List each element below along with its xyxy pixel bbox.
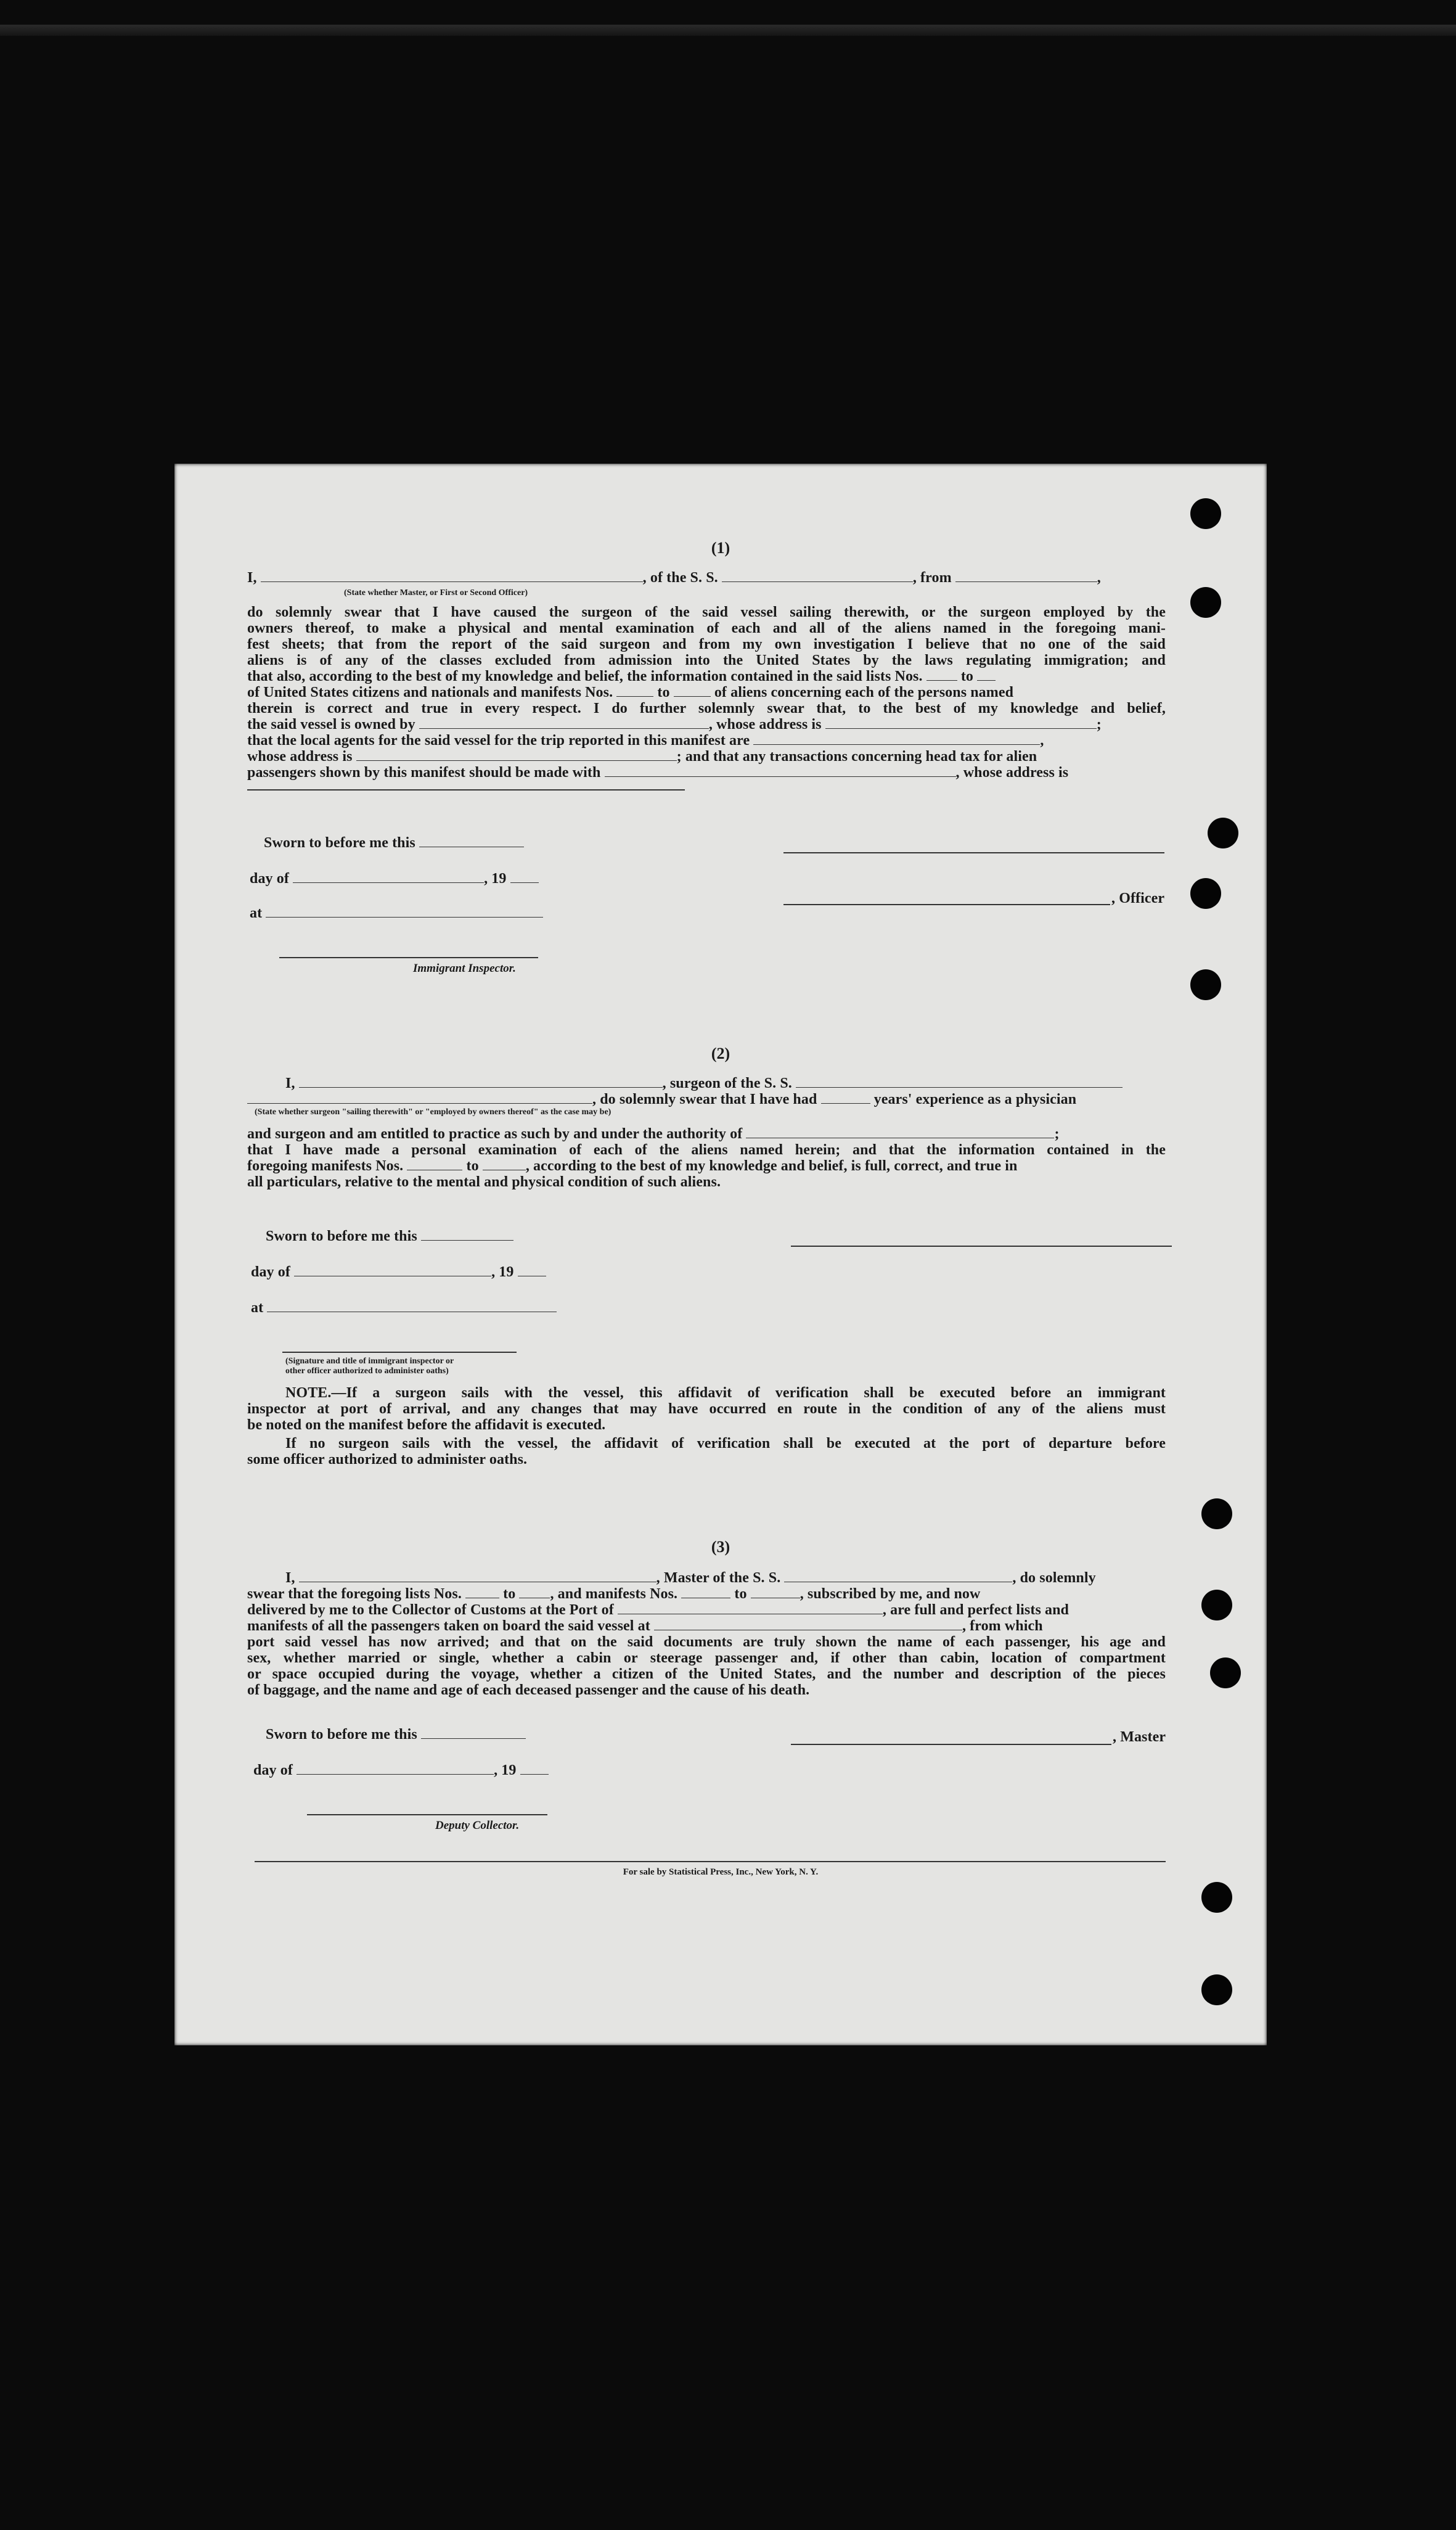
section3-line4: manifests of all the passengers taken on board the said vessel at , from which [247,1618,1043,1634]
body-line: do solemnly swear that I have caused the surgeon of the said vessel sailing therewith, or the surgeon employed by the [247,604,1166,620]
body-line: therein is correct and true in every respect. I do further solemnly swear that, to the best of my knowledge and belief, [247,700,1166,717]
punch-hole [1210,1657,1241,1688]
manifest-verification-page [174,464,1267,2045]
officer-signature-line-1 [783,852,1164,853]
day-line: day of , 19 [251,1264,621,1281]
section-number: (1) [711,539,730,557]
punch-hole [1190,498,1221,529]
at-line: at [250,905,620,922]
officer-label: , Officer [1111,890,1165,906]
section2-line1: I, , surgeon of the S. S. [285,1075,1167,1092]
collector-signature-line [307,1814,547,1815]
section3-line1: I, , Master of the S. S. , do solemnly [285,1570,1096,1586]
body-line: passengers shown by this manifest should be made with , whose address is [247,765,1069,781]
officer-signature-line-2 [783,904,1110,905]
body-line: the said vessel is owned by , whose address is ; [247,717,1102,733]
body-line: that the local agents for the said vessel for the trip reported in this manifest are , [247,733,1044,749]
body-line: whose address is ; and that any transactions concerning head tax for alien [247,749,1037,765]
master-signature-line [791,1744,1111,1745]
section1-caption: (State whether Master, or First or Second Officer) [344,588,528,598]
section3-line3: delivered by me to the Collector of Customs at the Port of , are full and perfect lists and [247,1602,1069,1618]
inspector-signature-line [279,957,538,958]
scanner-edge [0,25,1456,36]
section1-line1: I, , of the S. S. , from , [247,570,1101,586]
sworn-line: Sworn to before me this [266,1228,636,1245]
body-line: aliens is of any of the classes excluded from admission into the United States by the laws regulating immigration; and [247,652,1166,668]
body-line: of baggage, and the name and age of each deceased passenger and the cause of his death. [247,1682,810,1698]
punch-hole [1190,587,1221,618]
punch-hole [1201,1882,1232,1913]
body-line: and surgeon and am entitled to practice as such by and under the authority of ; [247,1126,1060,1142]
inspector-title: Immigrant Inspector. [413,962,516,975]
body-line: of United States citizens and nationals and manifests Nos. to of aliens concerning each of the persons named [247,684,1014,700]
punch-hole [1201,1590,1232,1620]
note-line: If no surgeon sails with the vessel, the affidavit of verification shall be executed at the port of departure before [285,1435,1166,1452]
body-line: foregoing manifests Nos. to , according to the best of my knowledge and belief, is full, correct, and true in [247,1158,1018,1174]
surgeon-signature-line [791,1246,1172,1247]
signature-caption: other officer authorized to administer oaths) [285,1366,449,1376]
body-line: all particulars, relative to the mental and physical condition of such aliens. [247,1174,721,1190]
body-line: port said vessel has now arrived; and that on the said documents are truly shown the name of each passenger, his age and [247,1634,1166,1650]
inspector-signature-line [282,1352,517,1353]
punch-hole [1208,818,1238,848]
section2-caption: (State whether surgeon "sailing therewith" or "employed by owners thereof" as the case may be) [255,1107,611,1117]
body-line: owners thereof, to make a physical and mental examination of each and all of the aliens named in the foregoing mani- [247,620,1166,636]
note-line: inspector at port of arrival, and any changes that may have occurred en route in the condition of any of the aliens must [247,1401,1166,1417]
punch-hole [1190,878,1221,909]
address-blank [247,789,685,791]
punch-hole [1190,969,1221,1000]
section3-line2: swear that the foregoing lists Nos. to , and manifests Nos. to , subscribed by me, and now [247,1586,981,1602]
section-number: (2) [711,1045,730,1062]
printer-imprint: For sale by Statistical Press, Inc., New York, N. Y. [623,1867,819,1877]
note-line: NOTE.—If a surgeon sails with the vessel, this affidavit of verification shall be executed before an immigrant [285,1385,1166,1401]
collector-title: Deputy Collector. [435,1819,520,1832]
punch-hole [1201,1974,1232,2005]
punch-hole [1201,1498,1232,1529]
signature-caption: (Signature and title of immigrant inspector or [285,1357,454,1366]
sworn-line: Sworn to before me this [264,835,634,852]
note-line: be noted on the manifest before the affidavit is executed. [247,1417,606,1433]
day-line: day of , 19 [253,1762,623,1779]
body-line: that also, according to the best of my knowledge and belief, the information contained in the said lists Nos. to [247,668,1166,685]
day-line: day of , 19 [250,871,620,887]
body-line: sex, whether married or single, whether a cabin or steerage passenger and, if other than cabin, location of compartment [247,1650,1166,1666]
at-line: at [251,1300,621,1316]
body-line: fest sheets; that from the report of the said surgeon and from my own investigation I believe that no one of the said [247,636,1166,652]
master-label: , Master [1113,1729,1166,1745]
body-line: that I have made a personal examination of each of the aliens named herein; and that the information contained in the [247,1142,1166,1158]
body-line: or space occupied during the voyage, whether a citizen of the United States, and the number and description of the pieces [247,1666,1166,1682]
footer-rule [255,1861,1166,1862]
section-number: (3) [711,1538,730,1556]
note-line: some officer authorized to administer oaths. [247,1452,528,1468]
sworn-line: Sworn to before me this [266,1727,636,1743]
section2-line2: , do solemnly swear that I have had years' experience as a physician [247,1091,1166,1108]
